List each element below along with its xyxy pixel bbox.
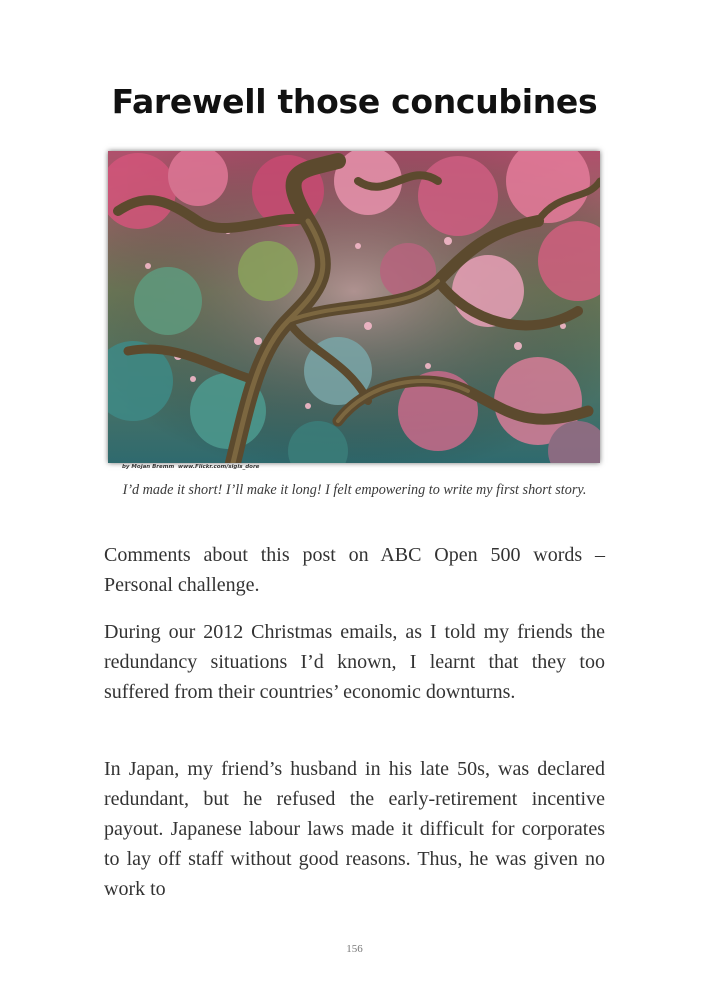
- photo-caption: I’d made it short! I’ll make it long! I felt empowering to write my first short story.: [122, 482, 587, 498]
- paragraph-1-container: [104, 540, 605, 600]
- tree-photo-icon: [108, 151, 600, 463]
- paragraph-3-container: [104, 754, 605, 904]
- page-number: 156: [346, 943, 363, 955]
- paragraph: In Japan, my friend’s husband in his late 50s, was declared redundant, but he refused the early-retirement incentive payout. Japanese labour laws made it difficult for corporates to lay off staff without good reasons. Thus, he was given no work to: [104, 758, 605, 900]
- paragraph: During our 2012 Christmas emails, as I told my friends the redundancy situations I’d known, I learnt that they too suffered from their countries’ economic downturns.: [104, 621, 605, 703]
- paragraph-2-container: [104, 617, 605, 707]
- paragraph: Comments about this post on ABC Open 500 words – Personal challenge.: [104, 544, 605, 596]
- tree-photo: [108, 151, 600, 463]
- photo-credit-author: by Mojan Bremm: [122, 464, 175, 470]
- photo-credit-url: www.Flickr.com/sigis_dore: [178, 464, 260, 470]
- page-title: Farewell those concubines: [111, 82, 598, 121]
